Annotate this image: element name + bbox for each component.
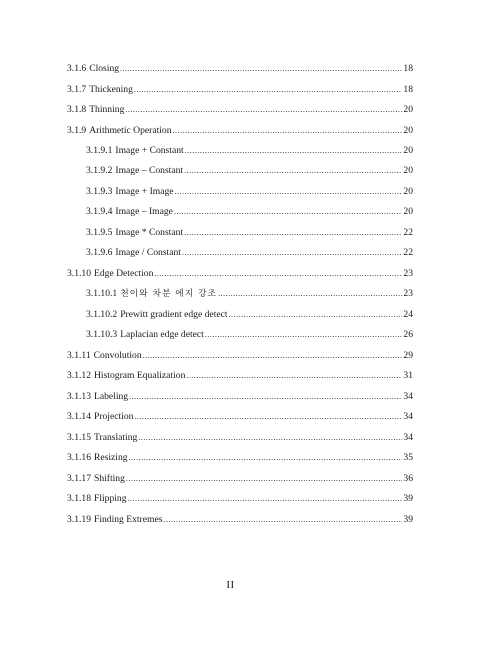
toc-entry-title: Thinning bbox=[89, 104, 125, 115]
toc-entry-page: 36 bbox=[403, 473, 413, 484]
toc-entry-title: Edge Detection bbox=[93, 268, 154, 279]
toc-dot-leader bbox=[182, 245, 402, 261]
toc-dot-leader bbox=[143, 348, 403, 364]
toc-entry-number: 3.1.10.3 bbox=[86, 329, 118, 340]
toc-entry-page: 23 bbox=[403, 268, 413, 279]
toc-entry-page: 20 bbox=[403, 186, 413, 197]
toc-entry-3-1-9-2 bbox=[86, 163, 413, 179]
toc-entry-3-1-9-1 bbox=[86, 143, 413, 159]
toc-entry-number: 3.1.17 bbox=[67, 473, 91, 484]
toc-dot-leader bbox=[175, 184, 403, 200]
toc-entry-number: 3.1.9.5 bbox=[86, 227, 113, 238]
toc-entry-title: Translating bbox=[93, 432, 138, 443]
toc-dot-leader bbox=[184, 225, 402, 241]
toc-entry-number: 3.1.10 bbox=[67, 268, 91, 279]
toc-entry-page: 20 bbox=[403, 206, 413, 217]
toc-entry-title: Thickening bbox=[89, 84, 133, 95]
toc-entry-title: Image – Image bbox=[115, 206, 173, 217]
toc-entry-title: Labeling bbox=[93, 391, 129, 402]
toc-entry-page: 31 bbox=[403, 370, 413, 381]
page-number: II bbox=[226, 579, 235, 591]
toc-dot-leader bbox=[173, 123, 403, 139]
toc-entry-title: Image + Constant bbox=[115, 145, 184, 156]
toc-entry-number: 3.1.11 bbox=[67, 350, 91, 361]
toc-entry-page: 22 bbox=[403, 247, 413, 258]
toc-dot-leader bbox=[154, 266, 402, 282]
toc-dot-leader bbox=[218, 286, 402, 302]
toc-dot-leader bbox=[229, 307, 403, 323]
toc-entry-title: Finding Extremes bbox=[93, 514, 163, 525]
toc-entry-3-1-10-1 bbox=[86, 286, 413, 302]
toc-entry-3-1-18 bbox=[67, 491, 413, 507]
toc-dot-leader bbox=[129, 389, 402, 405]
toc-entry-page: 26 bbox=[403, 329, 413, 340]
toc-entry-page: 18 bbox=[403, 84, 413, 95]
toc-dot-leader bbox=[163, 512, 402, 528]
toc-dot-leader bbox=[134, 82, 403, 98]
toc-entry-number: 3.1.9 bbox=[67, 125, 87, 136]
toc-entry-title: Image / Constant bbox=[115, 247, 181, 258]
toc-entry-title: Closing bbox=[89, 63, 120, 74]
toc-entry-number: 3.1.9.6 bbox=[86, 247, 113, 258]
toc-entry-3-1-6 bbox=[67, 61, 413, 77]
toc-dot-leader bbox=[185, 143, 403, 159]
toc-entry-3-1-19 bbox=[67, 512, 413, 528]
toc-entry-page: 24 bbox=[403, 309, 413, 320]
toc-entry-3-1-11 bbox=[67, 348, 413, 364]
toc-entry-title: Laplacian edge detect bbox=[120, 329, 204, 340]
toc-entry-3-1-10 bbox=[67, 266, 413, 282]
toc-entry-page: 23 bbox=[403, 288, 413, 299]
toc-entry-title: Image * Constant bbox=[115, 227, 184, 238]
toc-entry-page: 20 bbox=[403, 145, 413, 156]
toc-entry-title: Image + Image bbox=[115, 186, 174, 197]
toc-entry-page: 20 bbox=[403, 125, 413, 136]
toc-dot-leader bbox=[205, 327, 403, 343]
toc-dot-leader bbox=[128, 491, 403, 507]
toc-entry-3-1-9-3 bbox=[86, 184, 413, 200]
toc-entry-number: 3.1.9.1 bbox=[86, 145, 113, 156]
toc-entry-page: 39 bbox=[403, 493, 413, 504]
toc-dot-leader bbox=[134, 409, 402, 425]
toc-entry-number: 3.1.7 bbox=[67, 84, 87, 95]
toc-entry-number: 3.1.8 bbox=[67, 104, 87, 115]
toc-entry-number: 3.1.12 bbox=[67, 370, 91, 381]
toc-entry-title: Histogram Equalization bbox=[93, 370, 186, 381]
toc-entry-page: 34 bbox=[403, 411, 413, 422]
toc-dot-leader bbox=[186, 368, 402, 384]
toc-entry-number: 3.1.10.2 bbox=[86, 309, 118, 320]
toc-entry-3-1-10-3 bbox=[86, 327, 413, 343]
toc-entry-page: 39 bbox=[403, 514, 413, 525]
toc-entry-number: 3.1.18 bbox=[67, 493, 91, 504]
toc-entry-number: 3.1.9.2 bbox=[86, 165, 113, 176]
toc-entry-page: 35 bbox=[403, 452, 413, 463]
toc-entry-3-1-15 bbox=[67, 430, 413, 446]
toc-entry-3-1-9-5 bbox=[86, 225, 413, 241]
toc-entry-page: 20 bbox=[403, 104, 413, 115]
toc-entry-title: Flipping bbox=[93, 493, 127, 504]
toc-dot-leader bbox=[138, 430, 402, 446]
toc-entry-number: 3.1.13 bbox=[67, 391, 91, 402]
toc-entry-page: 34 bbox=[403, 432, 413, 443]
toc-entry-number: 3.1.9.4 bbox=[86, 206, 113, 217]
toc-entry-number: 3.1.15 bbox=[67, 432, 91, 443]
toc-entry-title: Image – Constant bbox=[115, 165, 184, 176]
toc-entry-3-1-9 bbox=[67, 123, 413, 139]
toc-entry-title: Prewitt gradient edge detect bbox=[120, 309, 228, 320]
toc-entry-page: 22 bbox=[403, 227, 413, 238]
toc-dot-leader bbox=[126, 471, 403, 487]
toc-entry-page: 34 bbox=[403, 391, 413, 402]
toc-entry-3-1-14 bbox=[67, 409, 413, 425]
toc-entry-3-1-9-4 bbox=[86, 204, 413, 220]
toc-entry-3-1-7 bbox=[67, 82, 413, 98]
toc-dot-leader bbox=[174, 204, 402, 220]
toc-entry-number: 3.1.6 bbox=[67, 63, 87, 74]
toc-entry-3-1-10-2 bbox=[86, 307, 413, 323]
toc-entry-title: Convolution bbox=[93, 350, 142, 361]
toc-entry-title: Resizing bbox=[93, 452, 128, 463]
toc-dot-leader bbox=[120, 61, 402, 77]
toc-entry-3-1-17 bbox=[67, 471, 413, 487]
toc-entry-3-1-12 bbox=[67, 368, 413, 384]
toc-entry-3-1-16 bbox=[67, 450, 413, 466]
toc-entry-title: Arithmetic Operation bbox=[89, 125, 172, 136]
toc-entry-number: 3.1.14 bbox=[67, 411, 91, 422]
toc-entry-title: Shifting bbox=[93, 473, 125, 484]
toc-entry-number: 3.1.16 bbox=[67, 452, 91, 463]
toc-entry-page: 20 bbox=[403, 165, 413, 176]
toc-entry-3-1-9-6 bbox=[86, 245, 413, 261]
toc-entry-page: 18 bbox=[403, 63, 413, 74]
toc-entry-number: 3.1.9.3 bbox=[86, 186, 113, 197]
toc-dot-leader bbox=[129, 450, 403, 466]
toc-entry-number: 3.1.19 bbox=[67, 514, 91, 525]
toc-entry-title: 천이와 차분 에지 강조 bbox=[120, 289, 218, 299]
toc-entry-3-1-13 bbox=[67, 389, 413, 405]
toc-dot-leader bbox=[184, 163, 402, 179]
toc-entry-title: Projection bbox=[93, 411, 134, 422]
toc-dot-leader bbox=[125, 102, 402, 118]
toc-entry-3-1-8 bbox=[67, 102, 413, 118]
toc-entry-page: 29 bbox=[403, 350, 413, 361]
toc-entry-number: 3.1.10.1 bbox=[86, 288, 118, 299]
